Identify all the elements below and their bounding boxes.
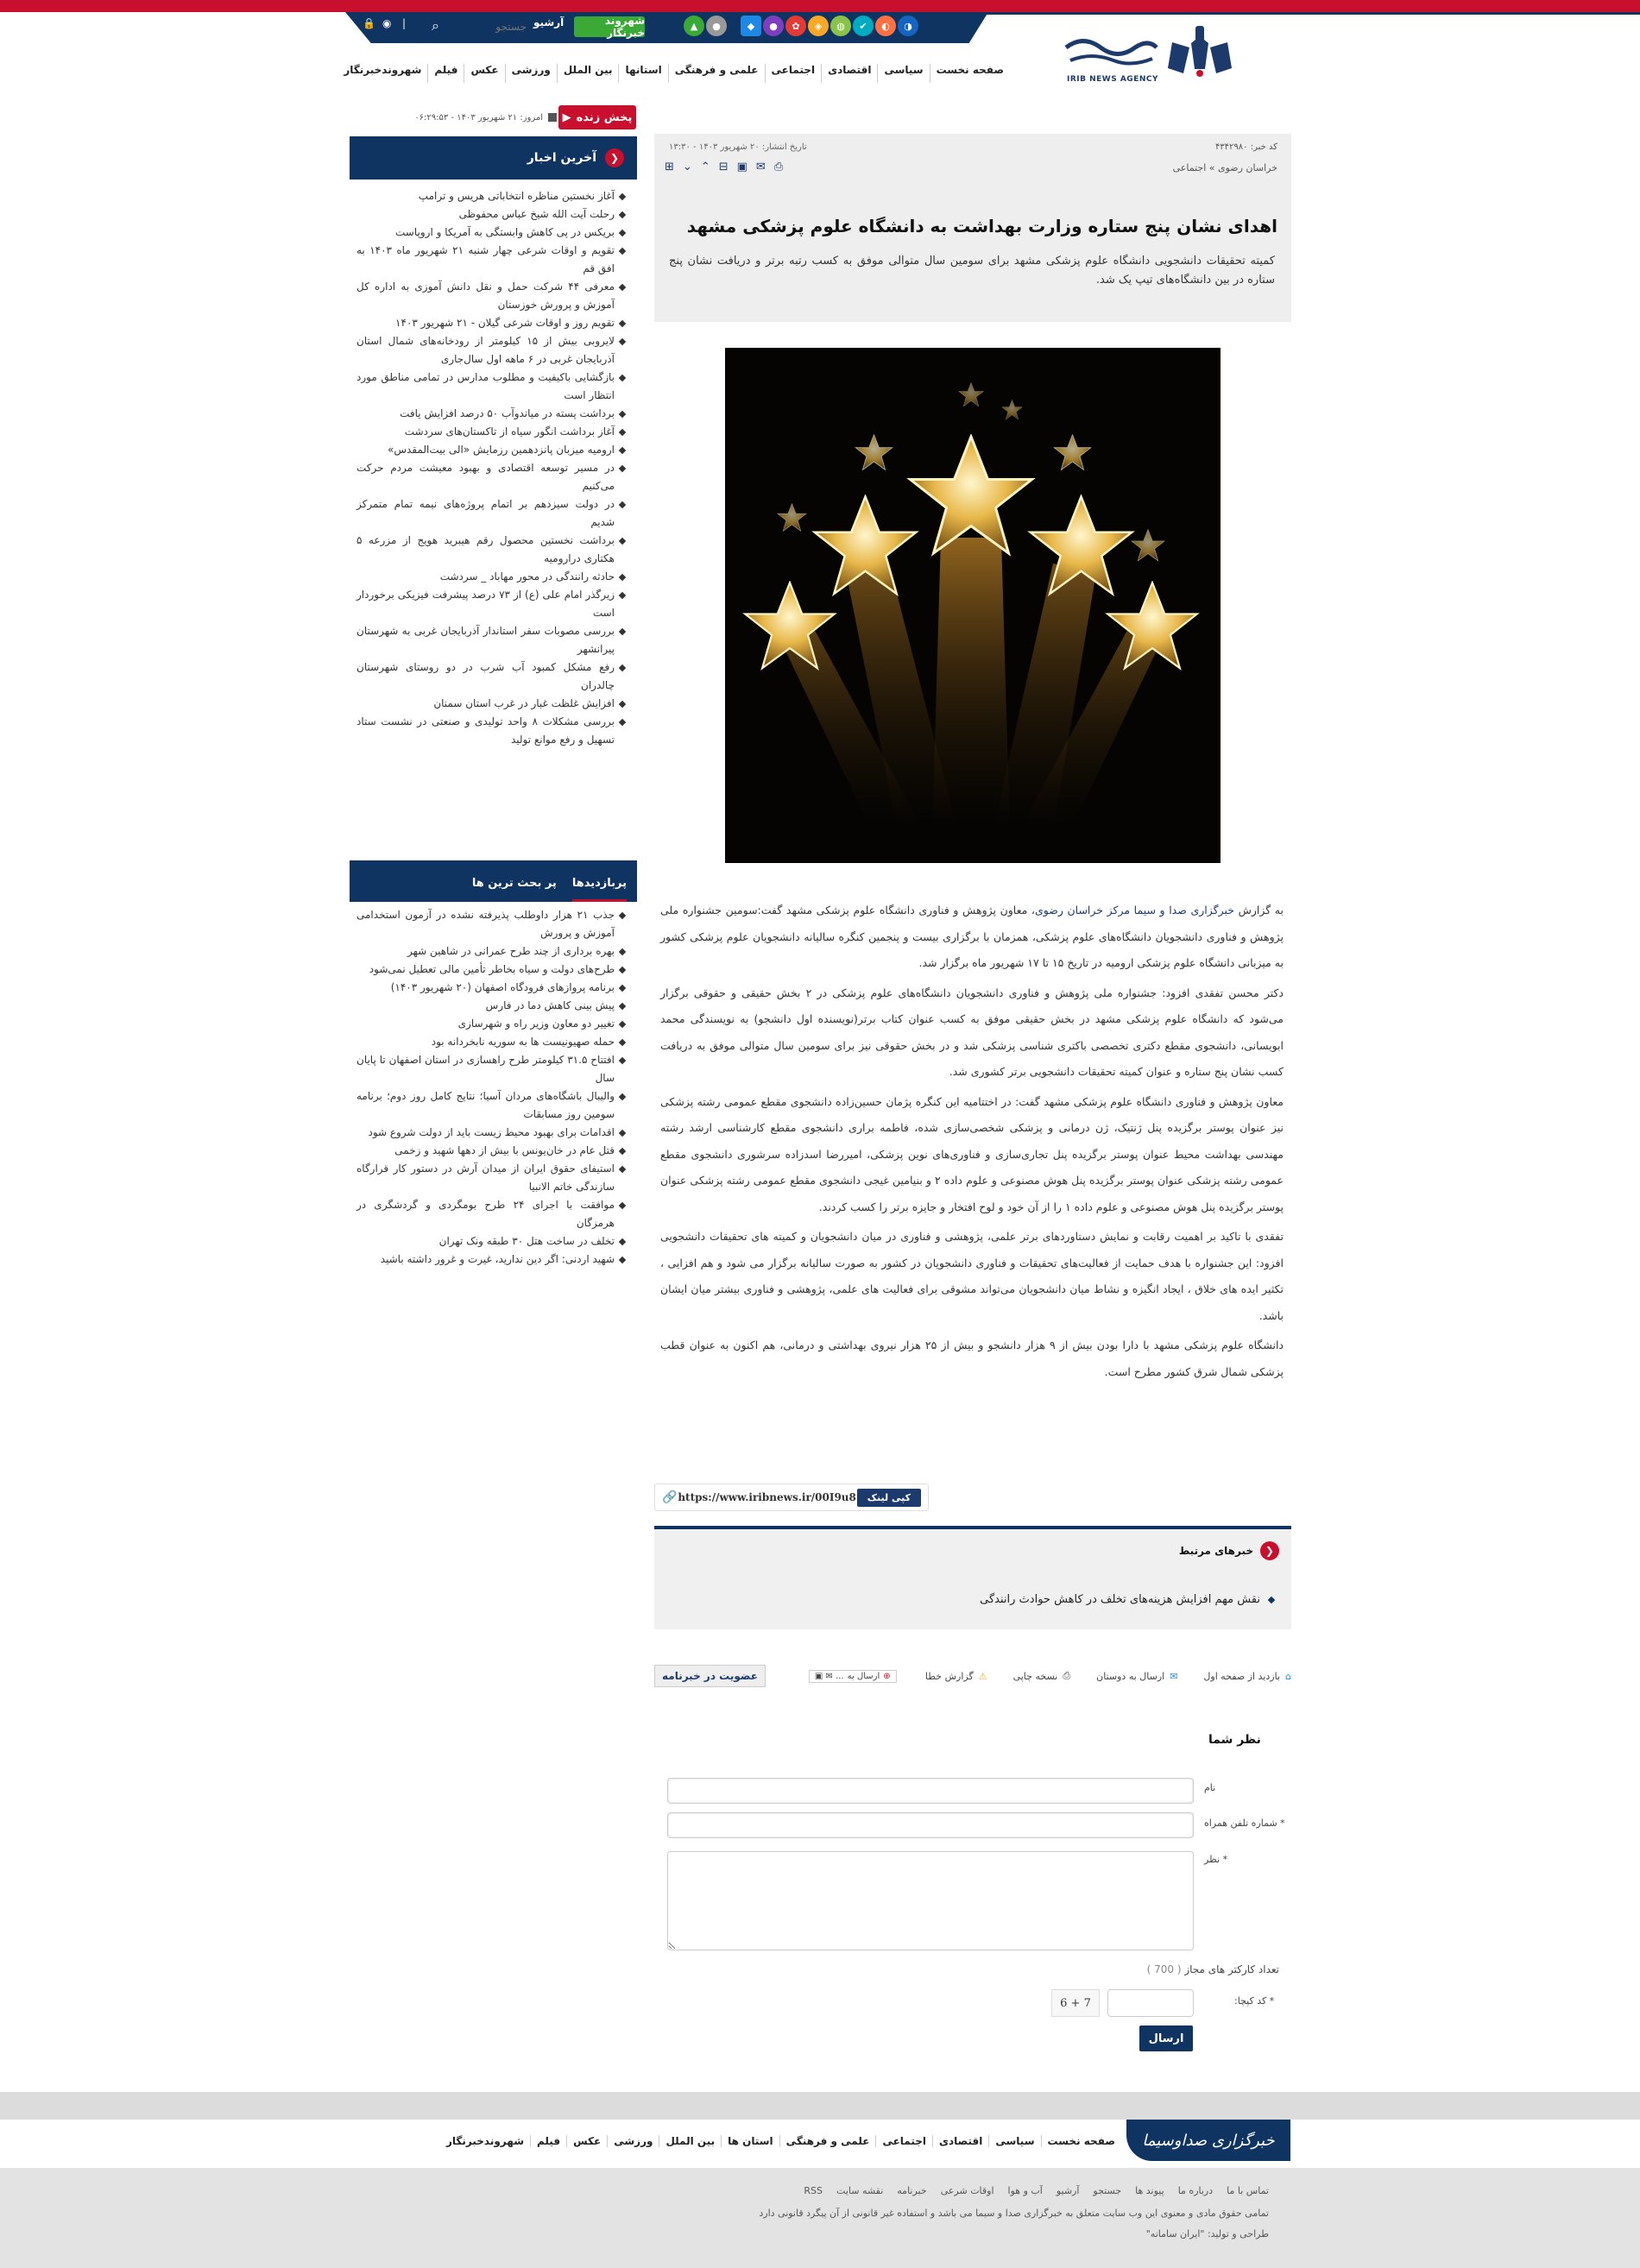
paragraph xyxy=(660,898,1284,977)
article-action-bar xyxy=(654,1664,1291,1688)
related-title: خبرهای مرتبط xyxy=(1178,1545,1253,1557)
calendar-icon xyxy=(548,113,557,122)
list-item[interactable]: بریکس در پی کاهش وابستگی به آمریکا و اروپاست xyxy=(350,224,637,242)
live-label: پخش زنده xyxy=(576,110,633,124)
nav-science[interactable]: علمی و فرهنگی xyxy=(668,64,765,83)
list-item[interactable]: والیبال باشگاه‌های مردان آسیا؛ نتایج کامل روز دوم؛ برنامه سومین روز مسابقات xyxy=(350,1087,637,1124)
paragraph: دانشگاه علوم پزشکی مشهد با دارا بودن بیش از ۹ هزار دانشجو و بیش از ۲۵ هزار نیروی بهداشتی و درمانی، هم اکنون به عنوان قطب پزشکی شمال شرق کشور مطرح است. xyxy=(660,1339,1284,1378)
footer-nav-film[interactable]: فیلم xyxy=(530,2135,566,2147)
logo-english-text: IRIB NEWS AGENCY xyxy=(1067,75,1158,84)
publish-date: تاریخ انتشار: ۲۰ شهریور ۱۴۰۳ - ۱۳:۳۰ xyxy=(669,142,807,152)
paragraph: معاون پژوهش و فناوری دانشگاه علوم پزشکی مشهد گفت: در اختتامیه این کنگره پژمان حسین‌زاده دانشجوی مقطع عمومی رشته پزشکی نیز عنوان پوستر برگزیده پنل ژنتیک، ژن درمانی و پزشکی شخصی‌سازی شده، فاطمه براری دانشجوی مقطع کارشناسی ارشد رشته مهندسی بهداشت محیط عنوان پوستر برگزیده پنل تجاری‌سازی و فناوری‌های نوین پزشکی، امیررضا اسدزاده سرشوری دانشجوی مقطع عمومی رشته پزشکی عنوان پوستر برگزیده پنل هوش مصنوعی و علوم داده ۲ و بنیامین غیجی دانشجوی مقطع عمومی رشته پزشکی عنوان پوستر برگزیده پنل هوش مصنوعی و علوم داده ۱ را از آن خود و لوح افتخار و جایزه برتر را کسب کردند. xyxy=(660,1094,1284,1213)
list-item[interactable]: آغاز نخستین مناظره انتخاباتی هریس و ترامپ xyxy=(350,187,637,205)
bale-icon[interactable]: ✔ xyxy=(853,16,874,36)
list-item[interactable]: زیرگذر امام علی (ع) از ۷۳ درصد پیشرفت فیزیکی برخوردار است xyxy=(350,586,637,622)
chevron-up-icon[interactable]: ⌃ xyxy=(700,161,710,173)
article-body xyxy=(660,898,1284,1389)
comment-title: نظر شما xyxy=(1208,1733,1261,1747)
list-item[interactable]: تخلف در ساخت هتل ۳۰ طبقه ونک تهران xyxy=(350,1232,637,1251)
page-title: اهدای نشان پنج ستاره وزارت بهداشت به دانشگاه علوم پزشکی مشهد xyxy=(686,216,1277,236)
list-item[interactable]: قتل عام در خان‌یونس با بیش از دهها شهید و زخمی xyxy=(350,1142,637,1160)
footer-logo[interactable]: خبرگزاری صداوسیما xyxy=(1126,2120,1290,2161)
char-count xyxy=(949,1963,1279,1975)
footer-link[interactable]: جستجو xyxy=(1093,2185,1122,2196)
captcha-input[interactable] xyxy=(1107,1989,1194,2017)
article-lead: کمیته تحقیقات دانشجویی دانشگاه علوم پزشکی مشهد برای سومین سال متوالی موفق به کسب رتبه برتر و دریافت نشان پنج ستاره در بین دانشگاه‌های تیپ یک شد. xyxy=(669,255,1275,287)
latest-news-header xyxy=(350,136,637,180)
footer-nav-sports[interactable]: ورزشی xyxy=(607,2135,659,2147)
footer-nav-economy[interactable]: اقتصادی xyxy=(932,2135,988,2147)
popular-news-list xyxy=(350,906,637,1269)
name-field[interactable] xyxy=(667,1778,1194,1804)
list-item[interactable]: بررسی مصوبات سفر استاندار آذربایجان غربی به شهرستان پیرانشهر xyxy=(350,622,637,658)
list-item[interactable]: بازگشایی باکیفیت و مطلوب مدارس در تمامی مناطق مورد انتظار است xyxy=(350,369,637,405)
play-icon: ▶ xyxy=(562,110,571,124)
breadcrumb[interactable]: خراسان رضوی » اجتماعی xyxy=(1172,162,1277,173)
action-items xyxy=(925,1670,1291,1682)
paragraph-prefix: به گزارش xyxy=(1233,904,1284,917)
footer-links xyxy=(804,2185,1269,2196)
footer-link[interactable]: تماس با ما xyxy=(1227,2185,1269,2196)
nav-sports[interactable]: ورزشی xyxy=(505,64,557,83)
list-item[interactable]: در دولت سیزدهم بر اتمام پروژه‌های نیمه تمام متمرکز شدیم xyxy=(350,495,637,532)
list-item[interactable]: افزایش غلظت غبار در غرب استان سمنان xyxy=(350,695,637,713)
footer-nav xyxy=(440,2135,1121,2147)
rubika-icon[interactable]: ◈ xyxy=(808,16,829,36)
tab-most-viewed[interactable]: پربازدیدها xyxy=(572,877,627,902)
rss-icon[interactable]: ◉ xyxy=(382,17,392,29)
tab-most-discussed[interactable]: پر بحث ترین ها xyxy=(471,877,557,890)
font-increase-icon[interactable]: ⊞ xyxy=(665,161,674,173)
print-link[interactable] xyxy=(1013,1670,1071,1682)
warning-icon: ⚠ xyxy=(978,1670,987,1682)
list-item[interactable]: افتتاح ۳۱.۵ کیلومتر طرح راهسازی در استان اصفهان تا پایان سال xyxy=(350,1051,637,1087)
font-decrease-icon[interactable]: ⊟ xyxy=(718,161,729,173)
chevron-left-icon: ❮ xyxy=(605,148,624,167)
list-item[interactable]: در مسیر توسعه اقتصادی و بهبود معیشت مردم حرکت می‌کنیم xyxy=(350,459,637,495)
share-button[interactable]: ⊕ ارسال به ... ✉ ▣ xyxy=(809,1670,897,1683)
top-blue-line xyxy=(975,12,1640,15)
copyright: تمامی حقوق مادی و معنوی این وب سایت متعلق به خبرگزاری صدا و سیما می باشد و استفاده غیر قانونی از آن پیگرد قانونی دارد xyxy=(759,2208,1269,2219)
soroush-icon[interactable]: ◐ xyxy=(875,16,896,36)
igap-icon[interactable]: ◍ xyxy=(830,16,851,36)
footer-nav-home[interactable]: صفحه نخست xyxy=(1041,2135,1121,2147)
latest-news-list xyxy=(350,187,637,749)
phone-label: * شماره تلفن همراه xyxy=(1204,1818,1285,1829)
action-right xyxy=(654,1665,897,1687)
footer-link[interactable]: آرشیو xyxy=(1056,2185,1080,2196)
footer-nav-photo[interactable]: عکس xyxy=(566,2135,607,2147)
char-count-value: ( 700 ) xyxy=(1146,1963,1182,1975)
search-input[interactable] xyxy=(457,16,527,37)
report-label: گزارش خطا xyxy=(924,1670,974,1682)
nav-photo[interactable]: عکس xyxy=(464,64,504,83)
list-item[interactable]: ارومیه میزبان پانزدهمین رزمایش «الی بیت‌المقدس» xyxy=(350,441,637,459)
report-error-link[interactable] xyxy=(925,1671,987,1682)
search-icon[interactable]: ⌕ xyxy=(432,17,439,34)
char-count-label: تعداد کارکتر های مجاز xyxy=(1184,1963,1279,1975)
archive-link[interactable]: آرشیو xyxy=(533,16,565,28)
list-item[interactable]: لایروبی بیش از ۱۵ کیلومتر از رودخانه‌های شمال استان آذربایجان غربی در ۶ ماهه اول سال‌جاری xyxy=(350,332,637,369)
list-item[interactable]: موافقت با اجرای ۲۴ طرح بومگردی و گردشگری در هرمزگان xyxy=(350,1196,637,1232)
plus-icon: ⊕ xyxy=(883,1671,891,1681)
list-item[interactable]: تقویم روز و اوقات شرعی گیلان - ۲۱ شهریور ۱۴۰۳ xyxy=(350,314,637,332)
short-link-box xyxy=(654,1484,929,1511)
footer-link[interactable]: خبرنامه xyxy=(897,2185,927,2196)
footer-top-band xyxy=(0,2092,1640,2120)
save-icon[interactable]: ▣ xyxy=(736,161,747,173)
phone-field[interactable] xyxy=(667,1812,1194,1838)
related-news xyxy=(654,1526,1291,1629)
print-label: نسخه چاپی xyxy=(1012,1670,1058,1682)
main-nav xyxy=(344,64,1010,83)
home-page-link[interactable] xyxy=(1203,1671,1291,1682)
nav-economy[interactable]: اقتصادی xyxy=(821,64,877,83)
footer-nav-citizen[interactable]: شهروندخبرنگار xyxy=(446,2135,524,2147)
newsletter-button[interactable]: عضویت در خبرنامه xyxy=(654,1665,766,1687)
footer-link[interactable]: آب و هوا xyxy=(1007,2185,1043,2196)
footer-link[interactable]: RSS xyxy=(804,2185,823,2196)
home-page-label: بازدید از صفحه اول xyxy=(1203,1670,1281,1682)
share-label: ارسال به xyxy=(847,1671,880,1681)
related-item[interactable] xyxy=(980,1593,1274,1606)
latest-news-title: آخرین اخبار xyxy=(527,151,596,165)
print-icon[interactable]: ⎙ xyxy=(773,161,784,173)
captcha-label: * کد کپچا: xyxy=(1234,1995,1275,2007)
article-image xyxy=(725,348,1221,863)
chevron-down-icon[interactable]: ⌄ xyxy=(682,161,692,173)
link-icon: 🔗 xyxy=(662,1490,678,1504)
footer-link[interactable]: نقشه سایت xyxy=(836,2185,884,2196)
today-date xyxy=(350,109,557,126)
send-to-friends-link[interactable] xyxy=(1096,1671,1177,1682)
nav-citizen[interactable]: شهروندخبرنگار xyxy=(344,64,422,76)
source-link[interactable]: خبرگزاری صدا و سیما مرکز خراسان رضوی xyxy=(1034,904,1234,917)
list-item[interactable]: معرفی ۴۴ شرکت حمل و نقل دانش آموزی به اداره کل آموزش و پرورش خوزستان xyxy=(350,278,637,314)
list-item[interactable]: حادثه رانندگی در محور مهاباد _ سردشت xyxy=(350,568,637,586)
footer-link[interactable]: پیوند ها xyxy=(1135,2185,1164,2196)
lock-icon[interactable]: 🔒 xyxy=(363,17,375,29)
aparat-icon[interactable]: ✿ xyxy=(785,16,806,36)
android-icon[interactable]: ▲ xyxy=(684,16,704,36)
footer-nav-science[interactable]: علمی و فرهنگی xyxy=(779,2135,876,2147)
list-item[interactable]: تقویم و اوقات شرعی چهار شنبه ۲۱ شهریور ماه ۱۴۰۳ به افق قم xyxy=(350,242,637,278)
nav-home[interactable]: صفحه نخست xyxy=(930,64,1010,83)
list-item[interactable]: رفع مشکل کمبود آب شرب در دو روستای شهرستان چالدران xyxy=(350,658,637,695)
app-store-icon[interactable]: ◆ xyxy=(741,16,761,36)
news-code: کد خبر: ۴۳۴۲۹۸۰ xyxy=(1214,142,1277,152)
nav-social[interactable]: اجتماعی xyxy=(765,64,822,83)
divider: | xyxy=(402,17,407,29)
paragraph: دکتر محسن تفقدی افزود: جشنواره ملی پژوهش و فناوری دانشجویان دانشگاه‌های علوم پزشکی در ۲ بخش حقیقی و حقوقی برگزار می‌شود که دانشگاه علوم پزشکی مشهد در بخش حقیقی موفق به کسب عنوان کتاب برتر(نویسنده اول دانشجو) به نویسندگی محمد ابویسانی، دانشجوی مقطع دکتری تخصصی باکتری شناسی پزشکی شد و در بخش حقوقی نیز برای سومین سال متوالی موفق به دریافت کسب نشان پنج ستاره و عنوان کمیته تحقیقات دانشجویی برتر کشوری شد. xyxy=(660,986,1284,1078)
article-tools xyxy=(665,161,807,174)
printer-icon: ⎙ xyxy=(1063,1670,1071,1681)
short-url[interactable]: https://www.iribnews.ir/00I9u8 xyxy=(678,1491,856,1503)
live-button[interactable] xyxy=(558,105,636,129)
home-icon: ⌂ xyxy=(1285,1670,1291,1682)
citizen-reporter-button[interactable]: شهروند خبرنگار xyxy=(574,16,645,37)
site-logo[interactable] xyxy=(1062,22,1269,91)
message-label: * نظر xyxy=(1204,1854,1228,1865)
footer-link[interactable]: اوقات شرعی xyxy=(940,2185,994,2196)
nav-provinces[interactable]: استانها xyxy=(618,64,667,83)
submit-button[interactable]: ارسال xyxy=(1139,2025,1193,2051)
list-item[interactable]: جذب ۲۱ هزار داوطلب پذیرفته نشده در آزمون استخدامی آموزش و پرورش xyxy=(350,906,637,942)
list-item[interactable]: بررسی مشکلات ۸ واحد تولیدی و صنعتی در نشست ستاد تسهیل و رفع موانع تولید xyxy=(350,713,637,749)
list-item[interactable]: پیش بینی کاهش دما در فارس xyxy=(350,997,637,1015)
list-item[interactable]: شهید اردنی: اگر دین ندارید، غیرت و غرور داشته باشید xyxy=(350,1251,637,1269)
envelope-icon: ✉ xyxy=(1170,1670,1178,1682)
footer-link[interactable]: درباره ما xyxy=(1177,2185,1214,2196)
send-friend-label: ارسال به دوستان xyxy=(1096,1670,1165,1682)
eitaa-icon[interactable]: ● xyxy=(763,16,784,36)
comment-field[interactable] xyxy=(667,1851,1194,1950)
list-item[interactable]: بهره برداری از چند طرح عمرانی در شاهین شهر xyxy=(350,942,637,961)
related-header xyxy=(1179,1541,1279,1560)
footer-nav-politics[interactable]: سیاسی xyxy=(988,2135,1040,2147)
related-item-text: نقش مهم افزایش هزینه‌های تخلف در کاهش حوادث رانندگی xyxy=(980,1593,1260,1606)
gold-stars-image xyxy=(725,348,1221,863)
nav-film[interactable]: فیلم xyxy=(427,64,464,83)
list-item[interactable]: برنامه پروازهای فرودگاه اصفهان (۲۰ شهریور ۱۴۰۳) xyxy=(350,979,637,997)
name-label: نام xyxy=(1204,1782,1216,1793)
list-item[interactable]: تغییر دو معاون وزیر راه و شهرسازی xyxy=(350,1015,637,1033)
top-red-strip xyxy=(0,0,1640,12)
chevron-left-icon: ❮ xyxy=(1260,1541,1279,1560)
list-item[interactable]: حمله صهیونیست ها به سوریه نابخردانه بود xyxy=(350,1033,637,1051)
design-credit: طراحی و تولید: "ایران سامانه" xyxy=(1145,2228,1269,2240)
list-item[interactable]: اقدامات برای بهبود محیط زیست باید از دولت شروع شود xyxy=(350,1124,637,1142)
list-item[interactable]: آغاز برداشت انگور سیاه از تاکستان‌های سردشت xyxy=(350,423,637,441)
popular-tabs xyxy=(350,860,637,902)
email-icon[interactable]: ✉ xyxy=(755,161,766,173)
list-item[interactable]: استیفای حقوق ایران از میدان آرش در دستور کار قرارگاه سازندگی خاتم الانبیا xyxy=(350,1160,637,1196)
nav-politics[interactable]: سیاسی xyxy=(877,64,929,83)
paragraph: تفقدی با تاکید بر اهمیت رقابت و نمایش دستاوردهای برتر علمی، پژوهشی و فناوری در میان دانشجویان و کمیته های تحقیقات دانشجویی افزود: این جشنواره با هدف حمایت از فعالیت‌های تحقیقات و فناوری دانشجویان در کشور به صورت سالیانه برگزار می شود و هم افزایی ، تکثیر ایده های خلاق ، ایجاد انگیزه و نشاط میان دانشجویان می‌تواند مشوقی برای فعالیت های علمی، پژوهشی و فناوری بیشتر میان ایشان باشد. xyxy=(660,1230,1284,1322)
copy-link-button[interactable]: کپی لینک xyxy=(857,1489,921,1507)
list-item[interactable]: برداشت پسته در میاندوآب ۵۰ درصد افزایش یافت xyxy=(350,405,637,423)
footer-nav-social[interactable]: اجتماعی xyxy=(875,2135,932,2147)
captcha-image: 7 + 6 xyxy=(1051,1989,1100,2017)
gap-icon[interactable]: ◑ xyxy=(898,16,918,36)
nav-international[interactable]: بین الملل xyxy=(557,64,619,83)
list-item[interactable]: رحلت آیت الله شیخ عباس محفوظی xyxy=(350,205,637,224)
today-text: امروز: ۲۱ شهریور ۱۴۰۳ - ۰۶:۲۹:۵۳ xyxy=(414,112,543,123)
list-item[interactable]: برداشت نخستین محصول رقم هیبرید هویج از مزرعه ۵ هکتاری درارومیه xyxy=(350,532,637,568)
list-item[interactable]: طرح‌های دولت و سیاه بخاطر تأمین مالی تعطیل نمی‌شود xyxy=(350,961,637,979)
footer-nav-provinces[interactable]: استان ها xyxy=(721,2135,779,2147)
apple-icon[interactable]: ● xyxy=(706,16,727,36)
paragraph-text: ، معاون پژوهش و فناوری دانشگاه علوم پزشکی مشهد گفت:سومین جشنواره ملی پژوهش و فناوری دانشجویان دانشگاه‌های علوم پزشکی، همزمان با برگزاری بیست و پنجمین کنگره سالیانه دانشجویان علوم پزشکی کشور به میزبانی دانشگاه علوم پزشکی ارومیه در تاریخ ۱۵ تا ۱۷ شهریور ماه برگزار شد. xyxy=(660,904,1284,969)
footer-nav-international[interactable]: بین الملل xyxy=(659,2135,721,2147)
